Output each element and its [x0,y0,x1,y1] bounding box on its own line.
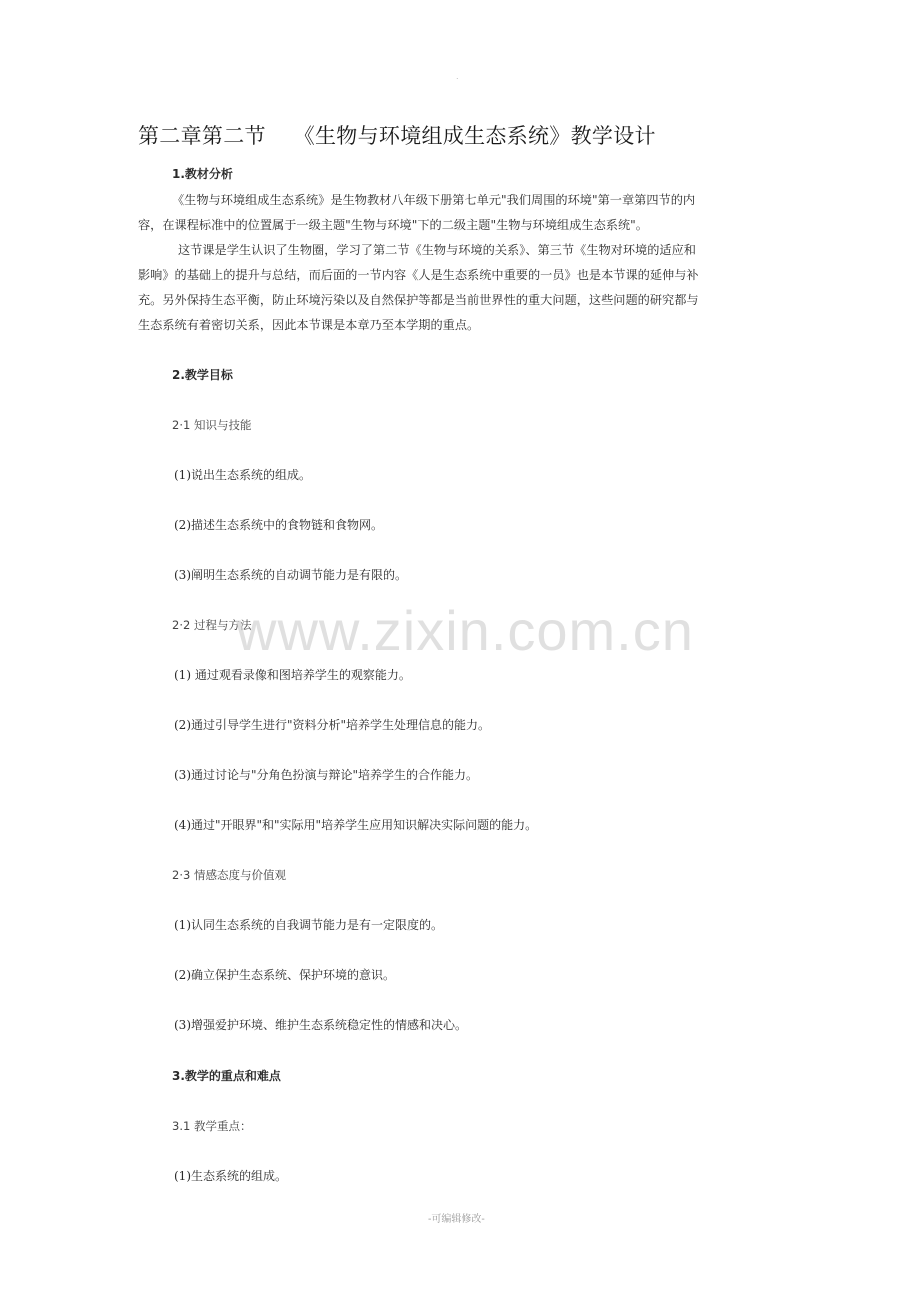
watermark: www.zixin.com.cn [236,599,694,662]
list-item: (1)生态系统的组成。 [174,1169,287,1183]
page-footer: -可编辑修改- [428,1214,485,1225]
paragraph-line: 生态系统有着密切关系，因此本节课是本章乃至本学期的重点。 [138,318,480,332]
list-item: (3)阐明生态系统的自动调节能力是有限的。 [174,568,407,582]
list-item: (3)通过讨论与"分角色扮演与辩论"培养学生的合作能力。 [174,768,479,782]
subsection-heading: 2·1 知识与技能 [172,418,252,432]
document-title: 第二章第二节 《生物与环境组成生态系统》教学设计 [138,124,656,148]
top-mark: . [456,72,459,81]
section-heading-3: 3.教学的重点和难点 [172,1069,281,1083]
subsection-heading: 2·3 情感态度与价值观 [172,868,286,882]
list-item: (2)描述生态系统中的食物链和食物网。 [174,518,383,532]
subsection-heading: 2·2 过程与方法 [172,618,252,632]
list-item: (1)认同生态系统的自我调节能力是有一定限度的。 [174,918,443,932]
section-heading-2: 2.教学目标 [172,368,233,382]
paragraph-line: 影响》的基础上的提升与总结，而后面的一节内容《人是生态系统中重要的一员》也是本节课的延伸与补 [138,268,699,282]
list-item: (2)确立保护生态系统、保护环境的意识。 [174,968,395,982]
section-heading-1: 1.教材分析 [172,167,233,181]
list-item: (3)增强爱护环境、维护生态系统稳定性的情感和决心。 [174,1018,468,1032]
list-item: (2)通过引导学生进行"资料分析"培养学生处理信息的能力。 [174,718,491,732]
paragraph-line: 这节课是学生认识了生物圈，学习了第二节《生物与环境的关系》、第三节《生物对环境的适应和 [178,243,696,257]
list-item: (1)说出生态系统的组成。 [174,468,311,482]
subsection-heading: 3.1 教学重点： [172,1119,252,1133]
list-item: (4)通过"开眼界"和"实际用"培养学生应用知识解决实际问题的能力。 [174,818,538,832]
paragraph-line: 充。另外保持生态平衡，防止环境污染以及自然保护等都是当前世界性的重大问题，这些问题的研究都与 [138,293,699,307]
paragraph-line: 容，在课程标准中的位置属于一级主题"生物与环境"下的二级主题"生物与环境组成生态系统"。 [138,218,648,232]
paragraph-line: 《生物与环境组成生态系统》是生物教材八年级下册第七单元"我们周围的环境"第一章第四节的内 [172,193,696,207]
list-item: (1) 通过观看录像和图培养学生的观察能力。 [174,668,411,682]
